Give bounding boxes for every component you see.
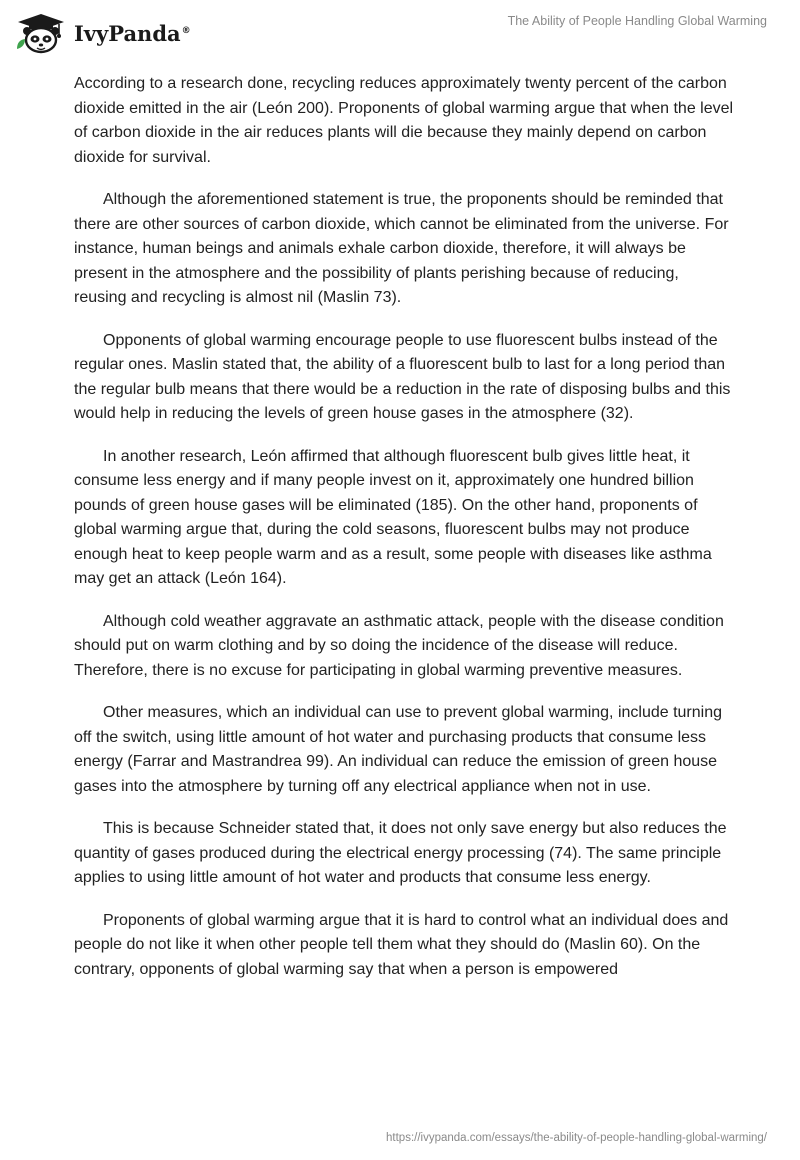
document-title: The Ability of People Handling Global Warming <box>507 14 767 28</box>
paragraph: Although the aforementioned statement is true, the proponents should be reminded that there are other sources of carbon dioxide, which cannot be eliminated from the universe. For instance, human beings and animals exhale carbon dioxide, therefore, it will always be present in the atmosphere and the possibility of plants perishing because of reducing, reusing and recycling is almost nil (Maslin 73). <box>74 191 729 306</box>
paragraph: In another research, León affirmed that although fluorescent bulb gives little heat, it consume less energy and if many people invest on it, approximately one hundred billion pounds of green house gases will be eliminated (185). On the other hand, proponents of global warming argue that, during the cold seasons, fluorescent bulbs may not produce enough heat to keep people warm and as a result, some people with diseases like asthma may get an attack (León 164). <box>74 447 712 587</box>
paragraph: Other measures, which an individual can use to prevent global warming, include turning off the switch, using little amount of hot water and purchasing products that consume less energy (Farrar and Mastrandrea 99). An individual can reduce the emission of green house gases into the atmosphere by turning off any electrical appliance when not in use. <box>74 704 723 795</box>
paragraph: Although cold weather aggravate an asthmatic attack, people with the disease condition should put on warm clothing and by so doing the incidence of the disease will reduce. Therefore, there is no excuse for participating in global warming preventive measures. <box>74 612 724 679</box>
paragraph: According to a research done, recycling reduces approximately twenty percent of the carbon dioxide emitted in the air (León 200). Proponents of global warming argue that when the level of carbon dioxide in the air reduces plants will die because they mainly depend on carbon dioxide for survival. <box>74 75 734 166</box>
paragraph: Proponents of global warming argue that it is hard to control what an individual does and people do not like it when other people tell them what they should do (Maslin 60). On the contrary, opponents of global warming say that when a person is empowered <box>74 911 729 978</box>
brand-name: IvyPanda® <box>74 20 191 46</box>
page-header <box>0 0 800 62</box>
essay-body <box>74 72 734 1000</box>
brand-logo[interactable] <box>14 11 191 55</box>
panda-logo-icon <box>14 11 68 55</box>
paragraph: This is because Schneider stated that, it does not only save energy but also reduces the quantity of gases produced during the electrical energy processing (74). The same principle applies to using little amount of hot water and products that consume less energy. <box>74 820 727 886</box>
paragraph: Opponents of global warming encourage people to use fluorescent bulbs instead of the regular ones. Maslin stated that, the ability of a fluorescent bulb to last for a long period than the regular bulb means that there would be a reduction in the rate of disposing bulbs and this would help in reducing the levels of green house gases in the atmosphere (32). <box>74 331 731 422</box>
source-url[interactable]: https://ivypanda.com/essays/the-ability-of-people-handling-global-warming/ <box>386 1132 767 1144</box>
